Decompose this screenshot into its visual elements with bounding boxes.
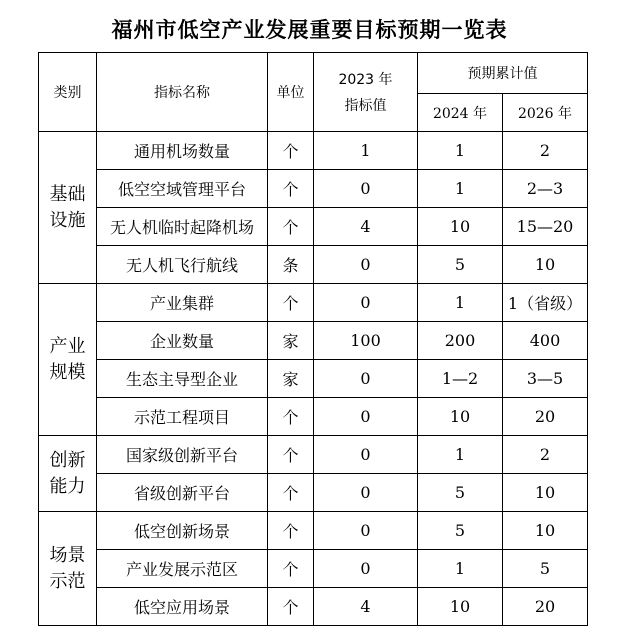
category-label-line1: 创新 bbox=[49, 449, 86, 471]
unit-cell: 个 bbox=[268, 550, 314, 588]
indicator-name-cell: 低空空域管理平台 bbox=[97, 170, 268, 208]
header-expected: 预期累计值 bbox=[418, 53, 588, 94]
value-2026-cell: 20 bbox=[503, 398, 588, 436]
category-label-line2: 设施 bbox=[49, 209, 86, 231]
value-2024-cell: 200 bbox=[418, 322, 503, 360]
table-row bbox=[39, 360, 588, 398]
header-2024: 2024 年 bbox=[418, 94, 503, 132]
table-body bbox=[39, 132, 588, 626]
indicator-name-cell: 产业集群 bbox=[97, 284, 268, 322]
value-2024-cell: 1 bbox=[418, 550, 503, 588]
table-row bbox=[39, 322, 588, 360]
value-2024-cell: 1—2 bbox=[418, 360, 503, 398]
category-label-line1: 场景 bbox=[49, 544, 86, 566]
value-2023-cell: 4 bbox=[314, 208, 418, 246]
category-cell bbox=[39, 512, 97, 626]
unit-cell: 家 bbox=[268, 360, 314, 398]
value-2024-cell: 10 bbox=[418, 208, 503, 246]
indicator-name-cell: 产业发展示范区 bbox=[97, 550, 268, 588]
value-2023-cell: 100 bbox=[314, 322, 418, 360]
category-label-line2: 能力 bbox=[49, 475, 86, 497]
value-2026-cell: 400 bbox=[503, 322, 588, 360]
value-2023-cell: 0 bbox=[314, 360, 418, 398]
category-label-line1: 产业 bbox=[49, 335, 86, 357]
unit-cell: 个 bbox=[268, 436, 314, 474]
value-2024-cell: 10 bbox=[418, 588, 503, 626]
value-2026-cell: 3—5 bbox=[503, 360, 588, 398]
unit-cell: 个 bbox=[268, 208, 314, 246]
table-row bbox=[39, 132, 588, 170]
value-2026-cell: 10 bbox=[503, 512, 588, 550]
value-2026-cell: 5 bbox=[503, 550, 588, 588]
unit-cell: 个 bbox=[268, 474, 314, 512]
value-2024-cell: 1 bbox=[418, 132, 503, 170]
indicator-name-cell: 企业数量 bbox=[97, 322, 268, 360]
indicator-name-cell: 低空应用场景 bbox=[97, 588, 268, 626]
header-indicator: 指标名称 bbox=[97, 53, 268, 132]
unit-cell: 个 bbox=[268, 398, 314, 436]
value-2026-cell: 2 bbox=[503, 132, 588, 170]
value-2023-cell: 0 bbox=[314, 170, 418, 208]
table-row bbox=[39, 284, 588, 322]
value-2023-cell: 4 bbox=[314, 588, 418, 626]
value-2024-cell: 5 bbox=[418, 474, 503, 512]
table-row bbox=[39, 436, 588, 474]
value-2023-cell: 0 bbox=[314, 474, 418, 512]
indicator-name-cell: 省级创新平台 bbox=[97, 474, 268, 512]
targets-table bbox=[38, 52, 588, 626]
value-2026-cell: 10 bbox=[503, 246, 588, 284]
unit-cell: 家 bbox=[268, 322, 314, 360]
value-2026-cell: 10 bbox=[503, 474, 588, 512]
page-title: 福州市低空产业发展重要目标预期一览表 bbox=[111, 18, 508, 42]
unit-cell: 个 bbox=[268, 588, 314, 626]
value-2026-cell: 15—20 bbox=[503, 208, 588, 246]
header-category: 类别 bbox=[39, 53, 97, 132]
header-2023-label: 指标值 bbox=[344, 98, 387, 114]
table-row bbox=[39, 550, 588, 588]
category-label-line1: 基础 bbox=[49, 183, 86, 205]
header-2023-target bbox=[314, 53, 418, 132]
table-row bbox=[39, 474, 588, 512]
value-2024-cell: 5 bbox=[418, 512, 503, 550]
category-cell bbox=[39, 132, 97, 284]
category-cell bbox=[39, 436, 97, 512]
value-2023-cell: 0 bbox=[314, 512, 418, 550]
category-label-line2: 示范 bbox=[49, 570, 86, 592]
unit-cell: 个 bbox=[268, 284, 314, 322]
value-2024-cell: 1 bbox=[418, 284, 503, 322]
indicator-name-cell: 低空创新场景 bbox=[97, 512, 268, 550]
value-2024-cell: 1 bbox=[418, 170, 503, 208]
indicator-name-cell: 生态主导型企业 bbox=[97, 360, 268, 398]
table-row bbox=[39, 398, 588, 436]
table-row bbox=[39, 588, 588, 626]
table-row bbox=[39, 170, 588, 208]
category-label-line2: 规模 bbox=[49, 361, 86, 383]
header-unit: 单位 bbox=[268, 53, 314, 132]
value-2023-cell: 0 bbox=[314, 398, 418, 436]
value-2023-cell: 0 bbox=[314, 436, 418, 474]
table-row bbox=[39, 208, 588, 246]
unit-cell: 个 bbox=[268, 512, 314, 550]
unit-cell: 个 bbox=[268, 170, 314, 208]
indicator-name-cell: 无人机临时起降机场 bbox=[97, 208, 268, 246]
header-2026: 2026 年 bbox=[503, 94, 588, 132]
value-2023-cell: 1 bbox=[314, 132, 418, 170]
value-2024-cell: 1 bbox=[418, 436, 503, 474]
indicator-name-cell: 国家级创新平台 bbox=[97, 436, 268, 474]
value-2026-cell: 2 bbox=[503, 436, 588, 474]
indicator-name-cell: 示范工程项目 bbox=[97, 398, 268, 436]
table-row bbox=[39, 246, 588, 284]
indicator-name-cell: 无人机飞行航线 bbox=[97, 246, 268, 284]
value-2026-cell: 1（省级） bbox=[503, 284, 588, 322]
value-2026-cell: 20 bbox=[503, 588, 588, 626]
value-2024-cell: 5 bbox=[418, 246, 503, 284]
header-2023-year: 2023 年 bbox=[338, 72, 393, 88]
value-2023-cell: 0 bbox=[314, 246, 418, 284]
unit-cell: 个 bbox=[268, 132, 314, 170]
table-row bbox=[39, 512, 588, 550]
category-cell bbox=[39, 284, 97, 436]
value-2023-cell: 0 bbox=[314, 284, 418, 322]
header-row-1 bbox=[39, 53, 588, 94]
value-2023-cell: 0 bbox=[314, 550, 418, 588]
value-2024-cell: 10 bbox=[418, 398, 503, 436]
indicator-name-cell: 通用机场数量 bbox=[97, 132, 268, 170]
value-2026-cell: 2—3 bbox=[503, 170, 588, 208]
unit-cell: 条 bbox=[268, 246, 314, 284]
